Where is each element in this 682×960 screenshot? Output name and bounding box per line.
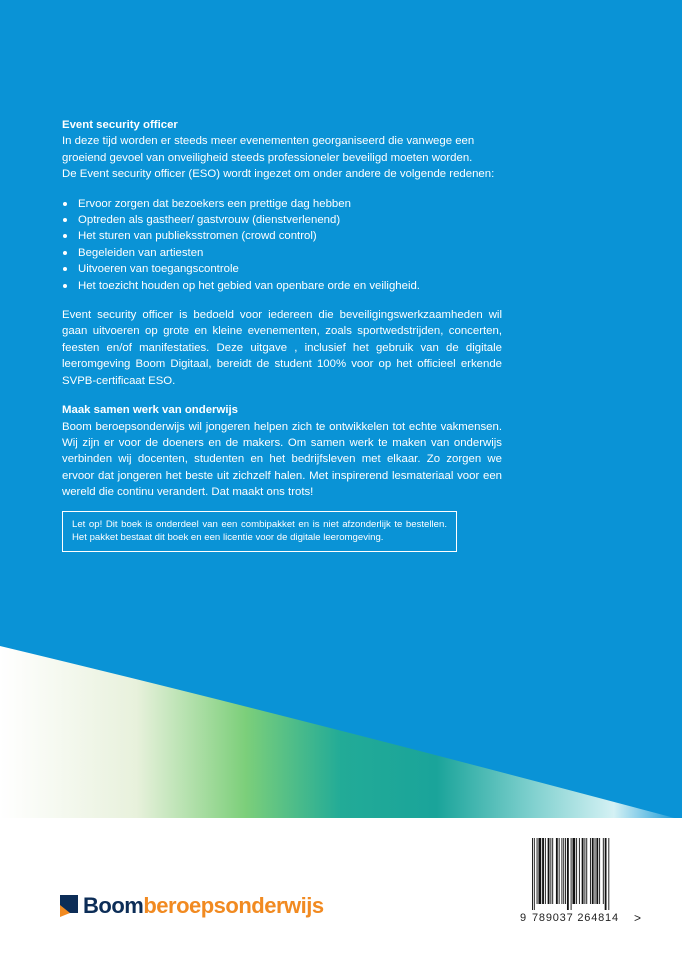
barcode-bar: [534, 838, 535, 910]
barcode-bar: [605, 838, 607, 910]
barcode-bar: [596, 838, 598, 904]
boom-logo-mark-icon: [60, 895, 78, 917]
barcode-bar: [592, 838, 594, 904]
barcode-bar: [542, 838, 544, 904]
reason-item: Begeleiden van artiesten: [62, 245, 502, 261]
reasons-list: [62, 196, 502, 294]
cover-text: [62, 117, 502, 552]
barcode-bar: [563, 838, 564, 904]
notice-box: Let op! Dit boek is onderdeel van een combipakket en is niet afzonderlijk te bestellen. Het pakket bestaat dit boek en een licentie voor de digitale leeromgeving.: [62, 511, 457, 552]
description-paragraph: Event security officer is bedoeld voor iedereen die beveiligingswerkzaamheden wil gaan uitvoeren op grote en kleine evenementen, zoals sportwedstrijden, concerten, feesten en/of manifestaties. Deze uitgave , inclusief het gebruik van de digitale leeromgeving Boom Digitaal, bereidt de student 100% voor op het officieel erkende SVPB-certificaat ESO.: [62, 309, 502, 387]
reason-item: Het toezicht houden op het gebied van openbare orde en veiligheid.: [62, 278, 502, 294]
barcode-bar: [556, 838, 558, 904]
barcode-bar: [586, 838, 587, 904]
barcode-bar: [590, 838, 591, 904]
reason-item: Ervoor zorgen dat bezoekers een prettige dag hebben: [62, 196, 502, 212]
barcode-bar: [552, 838, 553, 904]
publisher-paragraph: Boom beroepsonderwijs wil jongeren helpen zich te ontwikkelen tot echte vakmensen. Wij zijn er voor de doeners en de makers. Om samen werk te maken van onderwijs verbinden wij docenten, studenten en het bedrijfsleven met elkaar. Zo zorgen we ervoor dat jongeren het beste uit zichzelf halen. Met inspirerend lesmateriaal voor een wereld die continu verandert. Dat maakt ons trots!: [62, 420, 502, 499]
reason-item: Optreden als gastheer/ gastvrouw (dienstverlenend): [62, 212, 502, 228]
intro-heading: Event security officer: [62, 119, 178, 131]
barcode-bar: [550, 838, 551, 904]
barcode-bar: [565, 838, 566, 904]
barcode-bar: [582, 838, 584, 904]
logo-text-beroepsonderwijs: beroepsonderwijs: [143, 893, 324, 918]
barcode-bars: [532, 838, 632, 910]
publisher-logo: [60, 893, 324, 919]
barcode-bar: [532, 838, 533, 910]
barcode-bar: [584, 838, 585, 904]
barcode-bar: [576, 838, 577, 904]
barcode-bar: [608, 838, 609, 910]
isbn-digits: 789037 264814: [532, 912, 619, 924]
barcode-bar: [603, 838, 604, 904]
isbn-barcode: [520, 838, 640, 930]
barcode-bar: [599, 838, 600, 904]
barcode-bar: [567, 838, 569, 910]
barcode-bar: [595, 838, 596, 904]
barcode-bar: [537, 838, 538, 904]
logo-text-boom: Boom: [83, 893, 144, 918]
barcode-bar: [561, 838, 562, 904]
isbn-arrow: >: [634, 911, 642, 925]
barcode-bar: [545, 838, 546, 904]
barcode-bar: [538, 838, 541, 904]
barcode-bar: [559, 838, 560, 904]
barcode-bar: [572, 838, 575, 904]
isbn-first-digit: 9: [520, 912, 527, 924]
intro-reasons-lead: De Event security officer (ESO) wordt ingezet om onder andere de volgende redenen:: [62, 168, 495, 181]
barcode-bar: [571, 838, 572, 910]
reason-item: Uitvoeren van toegangscontrole: [62, 261, 502, 277]
barcode-bar: [579, 838, 580, 904]
reason-item: Het sturen van publieksstromen (crowd control): [62, 228, 502, 244]
swoosh-graphic: [0, 600, 682, 822]
intro-paragraph: In deze tijd worden er steeds meer evenementen georganiseerd die vanwege een groeiend gevoel van onveiligheid steeds professioneler beveiligd moeten worden.: [62, 135, 475, 164]
publisher-heading: Maak samen werk van onderwijs: [62, 404, 238, 417]
barcode-bar: [548, 838, 550, 904]
